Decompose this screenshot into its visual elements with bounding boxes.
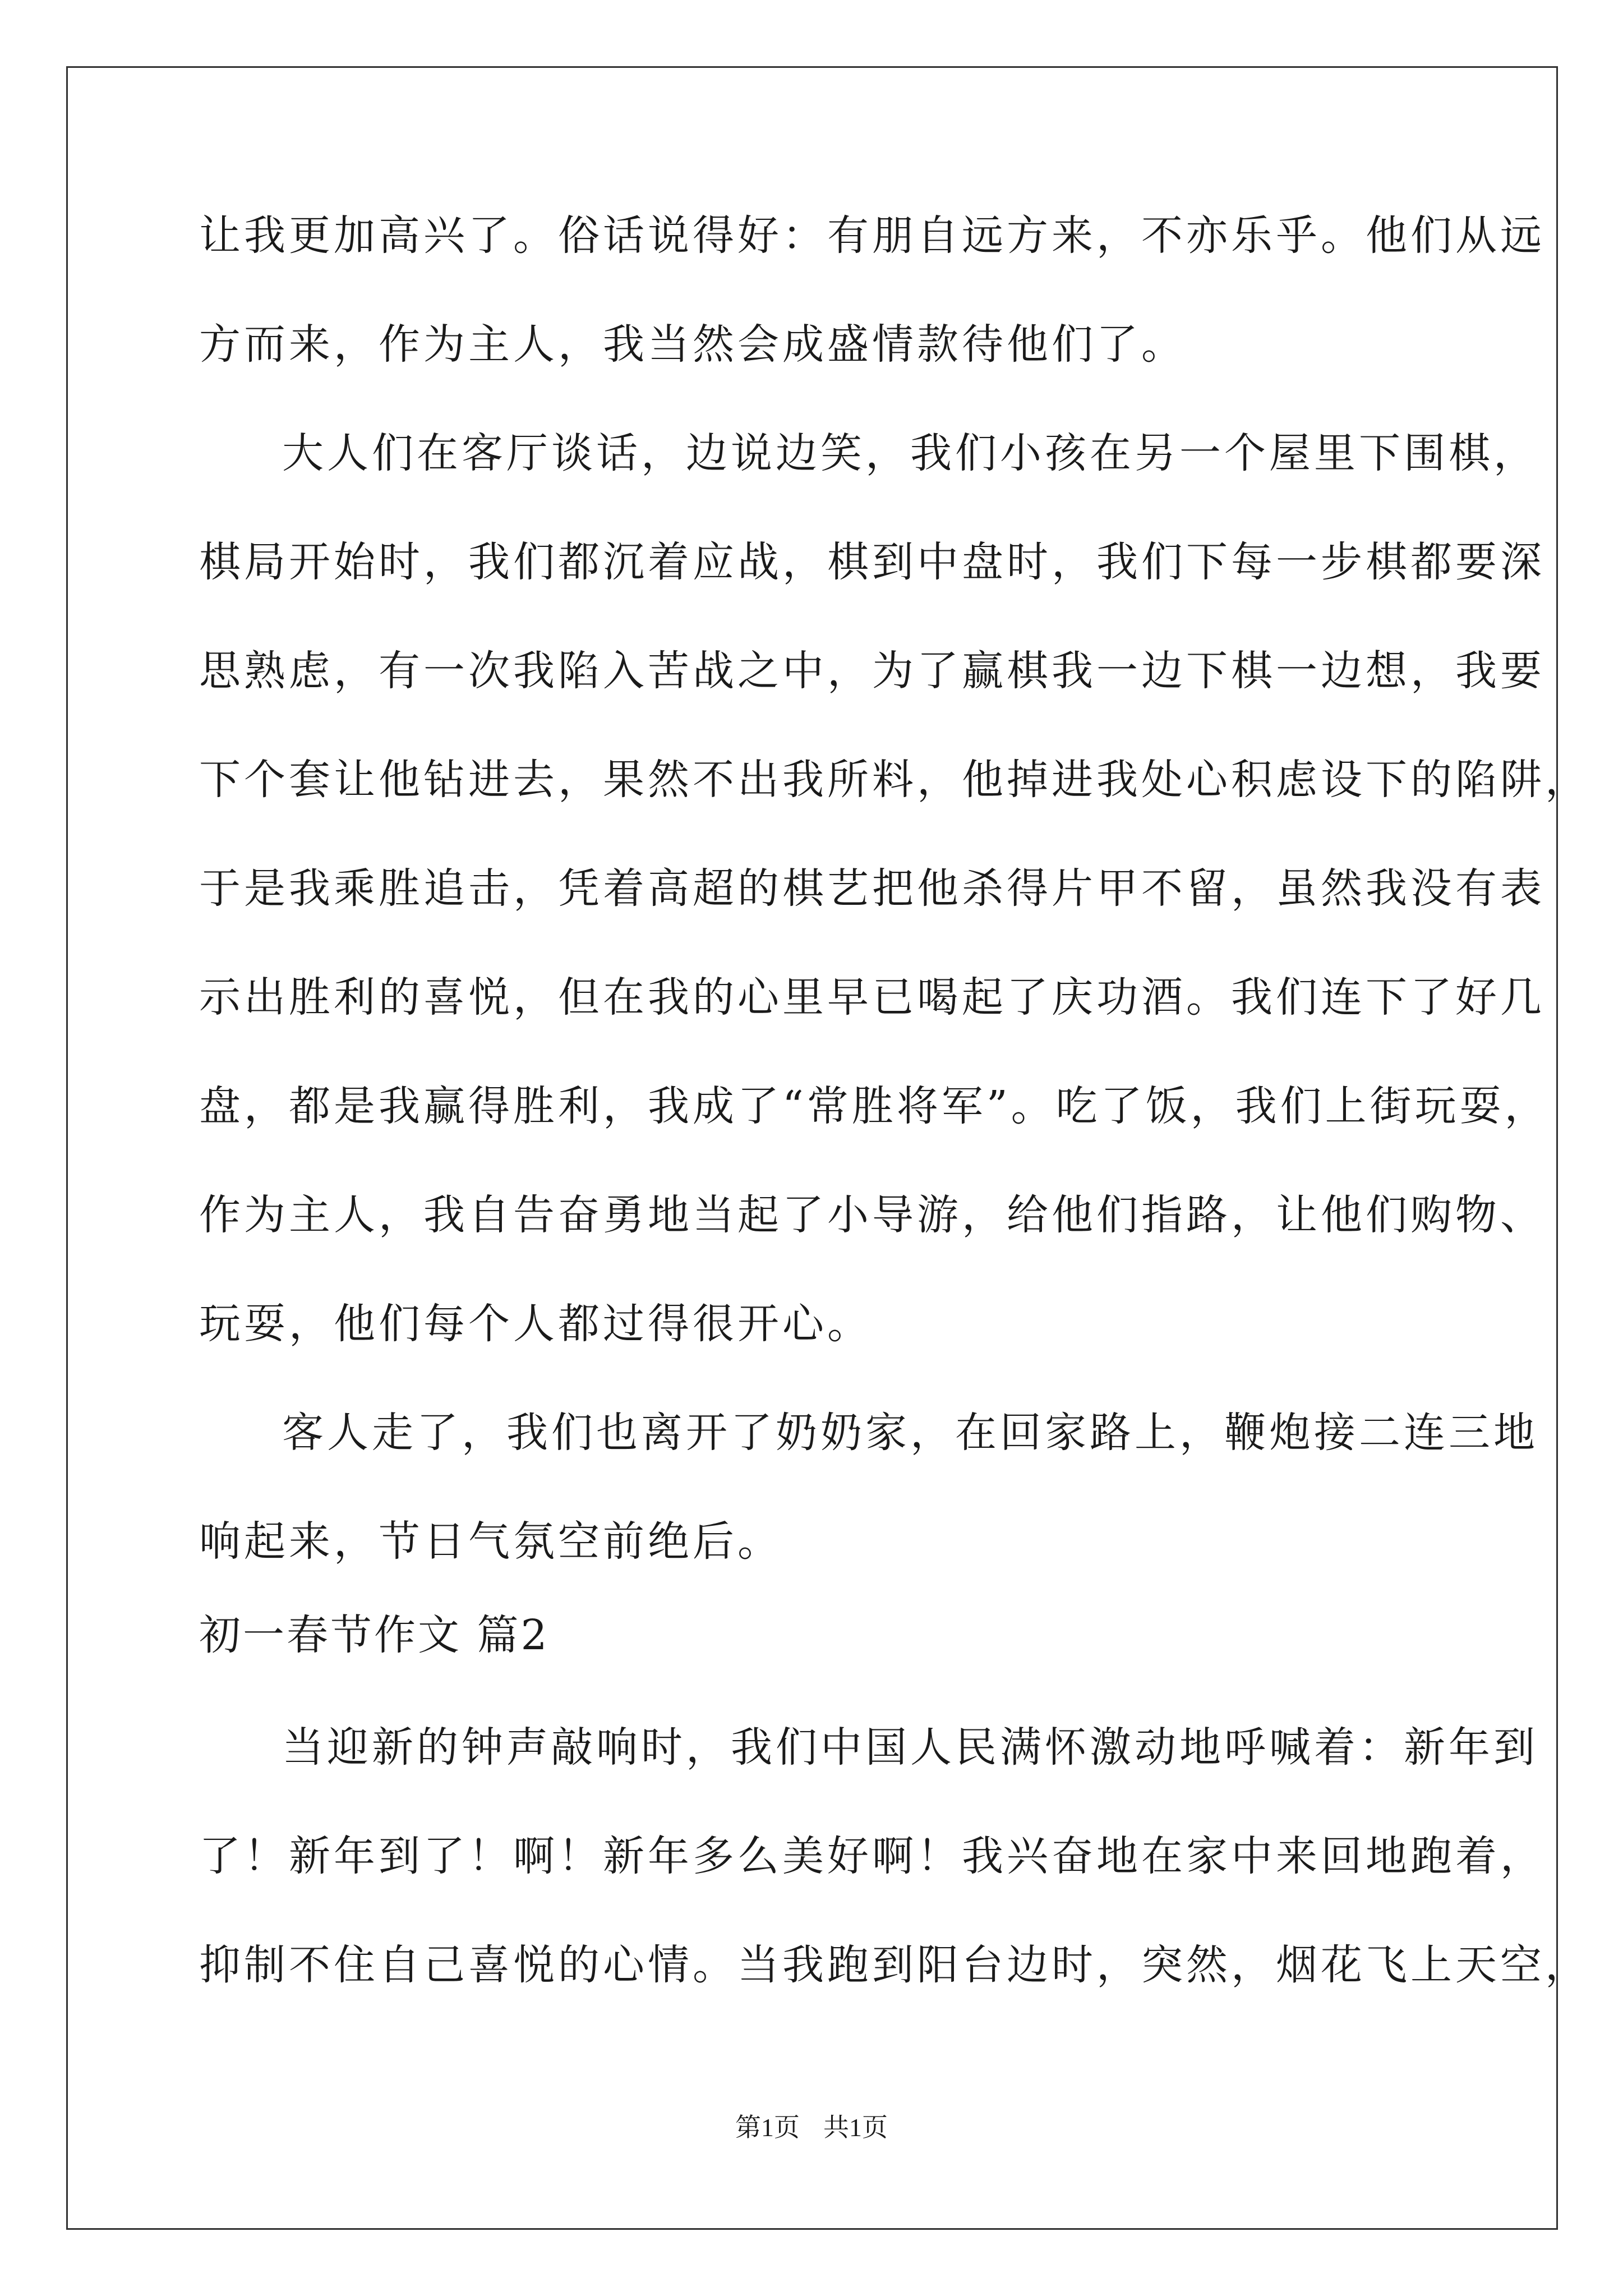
paragraph-line: 响起来，节日气氛空前绝后。 — [199, 1517, 782, 1566]
paragraph-line: 方而来，作为主人，我当然会成盛情款待他们了。 — [199, 320, 1186, 369]
page-number-current: 第1页 — [735, 2113, 800, 2142]
paragraph-line: 让我更加高兴了。俗话说得好：有朋自远方来，不亦乐乎。他们从远 — [199, 211, 1545, 260]
paragraph-line: 思熟虑，有一次我陷入苦战之中，为了赢棋我一边下棋一边想，我要 — [199, 647, 1545, 695]
paragraph-line: 盘，都是我赢得胜利，我成了“常胜将军”。吃了饭，我们上街玩耍， — [199, 1082, 1550, 1130]
paragraph-line: 示出胜利的喜悦，但在我的心里早已喝起了庆功酒。我们连下了好几 — [199, 973, 1545, 1022]
page-number-total: 共1页 — [823, 2113, 888, 2142]
paragraph-line: 于是我乘胜追击，凭着高超的棋艺把他杀得片甲不留，虽然我没有表 — [199, 864, 1545, 913]
page-border — [66, 66, 1558, 2230]
paragraph-line: 客人走了，我们也离开了奶奶家，在回家路上，鞭炮接二连三地 — [282, 1409, 1538, 1457]
page-footer — [0, 2111, 1623, 2145]
paragraph-line: 大人们在客厅谈话，边说边笑，我们小孩在另一个屋里下围棋， — [282, 429, 1538, 477]
paragraph-line: 当迎新的钟声敲响时，我们中国人民满怀激动地呼喊着：新年到 — [282, 1723, 1538, 1772]
section-heading: 初一春节作文 篇2 — [199, 1611, 550, 1659]
paragraph-line: 下个套让他钻进去，果然不出我所料，他掉进我处心积虑设下的陷阱， — [199, 756, 1590, 804]
paragraph-line: 玩耍，他们每个人都过得很开心。 — [199, 1300, 872, 1348]
paragraph-line: 棋局开始时，我们都沉着应战，棋到中盘时，我们下每一步棋都要深 — [199, 538, 1545, 586]
paragraph-line: 了！新年到了！啊！新年多么美好啊！我兴奋地在家中来回地跑着， — [199, 1832, 1545, 1880]
paragraph-line: 作为主人，我自告奋勇地当起了小导游，给他们指路，让他们购物、 — [199, 1191, 1545, 1239]
paragraph-line: 抑制不住自己喜悦的心情。当我跑到阳台边时，突然，烟花飞上天空， — [199, 1941, 1590, 1989]
